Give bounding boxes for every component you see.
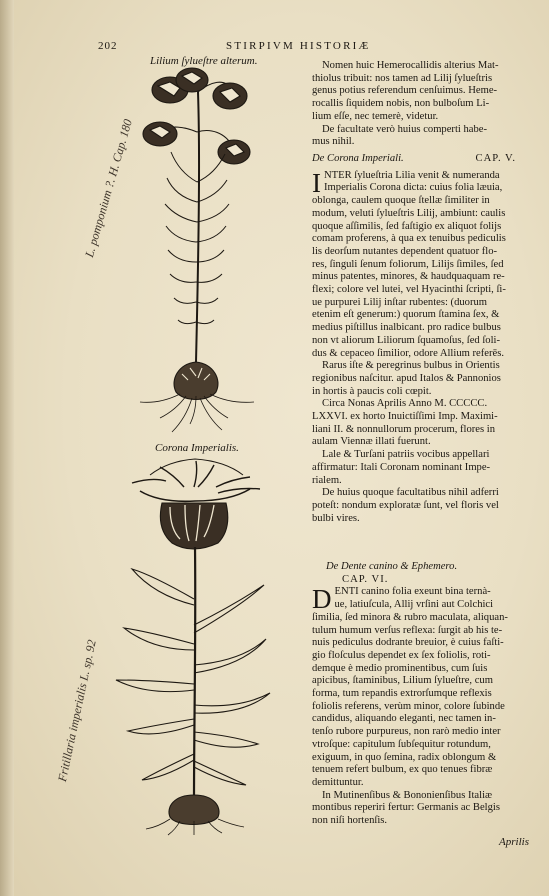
- figure-caption-corona: Corona Imperialis.: [155, 442, 239, 454]
- text-line: montibus reperiri fertur: Germanis ac Belgis: [312, 802, 500, 814]
- text-line: candidus, aliquando eleganti, nec tamen in-: [312, 713, 496, 725]
- text-line: exiguum, in quo ſemina, radix oblongum &: [312, 751, 497, 763]
- text-line: comam proferens, à qua ex tenuibus pediculis: [312, 233, 506, 245]
- text-line: rialem.: [312, 474, 342, 486]
- text-line: Circa Nonas Aprilis Anno M. CCCCC.: [322, 398, 488, 410]
- text-line: dus & cepaceo ſimilior, odore Allium referēs.: [312, 347, 504, 359]
- text-line: tenſo rubore purpureus, non rarò medio inter: [312, 726, 501, 738]
- text-line: thiolus tribuit: nos tamen ad Lilij ſylueſtris: [312, 72, 493, 84]
- chapter-6-heading: De Dente canino & Ephemero.: [326, 561, 458, 572]
- text-line: lis deorſum nutantes dependent quatuor flo-: [312, 245, 498, 257]
- text-line: tenuem refert bulbum, ex quo tenues fibræ: [312, 764, 493, 776]
- text-line: mus nihil.: [312, 136, 355, 148]
- text-line: De huius quoque facultatibus nihil adferri: [322, 487, 499, 499]
- text-line: non niſi hortenſis.: [312, 815, 388, 827]
- text-line: Rarus iſte & peregrinus bulbus in Orientis: [322, 360, 500, 372]
- text-line: poteſt: nondum exploratæ ſunt, vel floris vel: [312, 499, 499, 511]
- text-line: demque è medio prominentibus, cum ſuis: [312, 662, 488, 674]
- text-line: ue, latiuſcula, Allij vrſini aut Colchici: [334, 599, 494, 611]
- text-line: lium eſſe, nec temerè, videtur.: [312, 110, 439, 122]
- text-line: regionibus naſcitur. apud Italos & Pannonios: [312, 372, 501, 384]
- corona-imperialis-woodcut-illustration: [110, 455, 280, 840]
- text-line: res, ſinguli ſenum foliorum, Lilijs ſimiles, ſed: [312, 258, 504, 270]
- text-line: LXXVI. ex horto Inuictiſſimi Imp. Maximi-: [312, 411, 498, 423]
- chapter-5-heading: De Corona Imperiali.: [312, 153, 404, 164]
- text-line: Imperialis Corona dicta: cuius folia læuia,: [324, 182, 503, 194]
- text-line: bulbi vires.: [312, 512, 360, 524]
- text-line: modum, veluti ſylueſtris Lilij, ambiunt: caulis: [312, 207, 506, 219]
- text-line: ue purpurei Lilij inſtar rubentes: (duorum: [312, 296, 488, 308]
- figure-caption-lilium: Lilium ſylueſtre alterum.: [150, 55, 258, 67]
- text-line: forma, tum repandis extrorſumque reflexis: [312, 688, 492, 700]
- text-line: De facultate verò huius comperti habe-: [322, 123, 488, 135]
- chapter-6-dropcap: D: [312, 584, 332, 615]
- text-line: quoque aſſimilis, ſed faſtigio ex aliquot folijs: [312, 220, 502, 232]
- text-line: vtroſque: capitulum ſubſequitur rotundum,: [312, 738, 491, 750]
- text-line: rocallis ſiquidem nobis, non bulboſum Li-: [312, 98, 490, 110]
- intro-text-block: [312, 60, 534, 149]
- text-line: NTER ſylueſtria Lilia venit & numeranda: [324, 169, 500, 181]
- text-line: ENTI canino folia exeunt bina ternà-: [334, 586, 491, 598]
- text-line: gio floſculus dependet ex ſex foliolis, roti-: [312, 649, 491, 661]
- text-line: demittuntur.: [312, 776, 364, 788]
- text-line: liani II. & nonnullorum procerum, flores in: [312, 423, 495, 435]
- handwritten-margin-note-2: Fritillaria imperialis L. sp. 92: [55, 638, 99, 783]
- text-line: In Mutinenſibus & Bononienſibus Italiæ: [322, 789, 493, 801]
- text-line: ſimilia, ſed minora & rubro maculata, aliquan-: [312, 611, 508, 623]
- chapter-6-block: [312, 561, 534, 828]
- text-line: nuis pediculus dodrante breuior, è cuius faſti-: [312, 637, 504, 649]
- text-line: apicibus, ſtaminibus, Lilium ſylueſtre, cum: [312, 675, 493, 687]
- text-line: minus patentes, minores, & haudquaquam re-: [312, 271, 505, 283]
- handwritten-margin-note-1: L. pomponium ?. H. Cap. 180: [82, 117, 135, 259]
- chapter-6-number: CAP. VI.: [342, 573, 389, 585]
- text-line: tulum humum verſus reflexa: ſurgit ab his te-: [312, 624, 503, 636]
- chapter-5-dropcap: I: [312, 167, 321, 198]
- text-line: oblonga, caulem quoque ſtellæ ſimiliter in: [312, 195, 490, 207]
- text-line: affirmatur: Itali Coronam nominant Impe-: [312, 461, 491, 473]
- page-number: 202: [98, 40, 118, 52]
- text-line: non vt aliorum Liliorum ſquamoſus, ſed ſoli-: [312, 334, 501, 346]
- text-line: etenim eſt generum:) quorum ſtamina ſex, &: [312, 309, 500, 321]
- text-line: genus potius referendum cenſuimus. Heme-: [312, 85, 498, 97]
- catchword: Aprilis: [499, 836, 529, 848]
- text-line: foliolis referens, verùm minor, colore ſubinde: [312, 700, 505, 712]
- text-line: flexi; colore vel lutei, vel Hyacinthi ſcripti, ſi-: [312, 284, 506, 296]
- running-title: STIRPIVM HISTORIÆ: [226, 40, 371, 52]
- chapter-5-number: CAP. V.: [475, 153, 516, 164]
- lilium-woodcut-illustration: [130, 62, 270, 440]
- text-line: aulam Viennæ illati fuerunt.: [312, 436, 431, 448]
- chapter-5-block: [312, 153, 534, 525]
- text-line: Lale & Turſani patriis vocibus appellari: [322, 449, 490, 461]
- text-line: medius piſtillus inalbicant. pro radice bulbus: [312, 322, 501, 334]
- text-line: Nomen huic Hemerocallidis alterius Mat-: [322, 60, 499, 71]
- chapter-5-heading-line: [312, 153, 534, 166]
- text-line: in hortis à paucis coli cœpit.: [312, 385, 432, 397]
